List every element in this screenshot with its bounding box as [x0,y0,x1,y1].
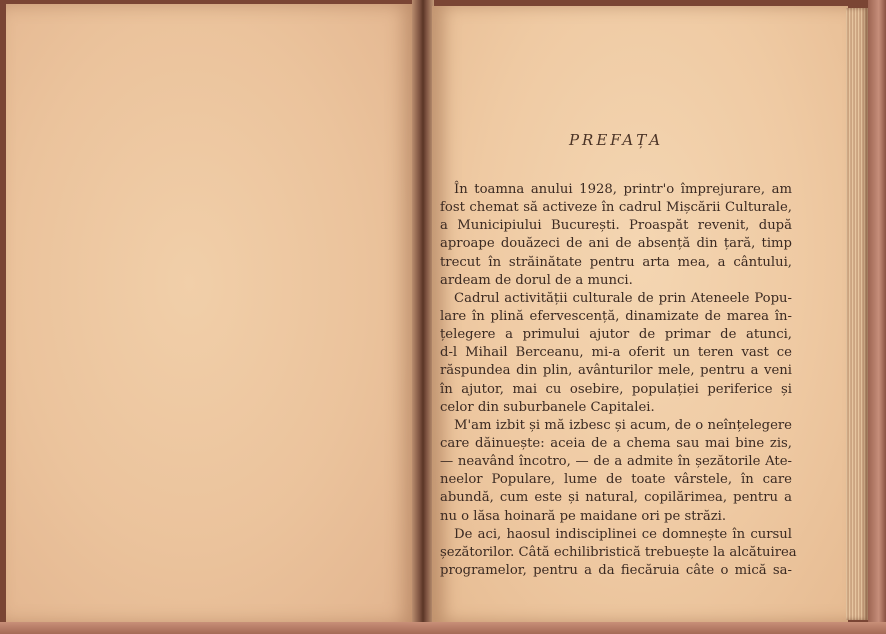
text-line: răspundea din plin, avânturilor mele, pentru a veni [440,363,792,378]
text-line: țelegere a primului ajutor de primar de atunci, [440,327,792,342]
preface-text-block [440,0,797,634]
text-line: lare în plină efervescență, dinamizate de marea în- [440,309,792,324]
text-line: Cadrul activității culturale de prin Ateneele Popu- [454,291,792,306]
text-line: în ajutor, mai cu osebire, populației periferice și [440,382,792,397]
text-line: nu o lăsa hoinară pe maidane ori pe străzi. [440,509,727,524]
text-line: aproape douăzeci de ani de absență din țară, timp [440,236,792,251]
text-line: programelor, pentru a da fiecăruia câte o mică sa- [440,563,792,578]
book-gutter [412,0,434,634]
text-line: șezătorilor. Câtă echilibristică trebuește la alcătuirea [440,545,797,560]
text-line: — neavând încotro, — de a admite în șezătorile Ate- [440,454,792,469]
text-line: fost chemat să activeze în cadrul Mișcării Culturale, [440,200,792,215]
text-line: trecut în străinătate pentru arta mea, a cântului, [440,255,792,270]
text-line: celor din suburbanele Capitalei. [440,400,655,415]
page-edges [846,8,868,620]
text-line: a Municipiului București. Proaspăt revenit, după [440,218,792,233]
text-line: abundă, cum este și natural, copilărimea, pentru a [440,490,792,505]
page-title: PREFAȚA [568,131,664,149]
cover-right-edge [868,0,886,634]
text-line: În toamna anului 1928, printr'o împrejurare, am [454,182,792,197]
text-line: d-l Mihail Berceanu, mi-a oferit un teren vast ce [440,345,792,360]
text-line: M'am izbit și mă izbesc și acum, de o neînțelegere [454,418,792,433]
text-line: neelor Populare, lume de toate vârstele, în care [440,472,792,487]
text-line: De aci, haosul indisciplinei ce domnește în cursul [454,527,792,542]
left-page-blank [6,4,414,624]
text-line: ardeam de dorul de a munci. [440,273,633,288]
text-line: care dăinuește: aceia de a chema sau mai bine zis, [440,436,792,451]
